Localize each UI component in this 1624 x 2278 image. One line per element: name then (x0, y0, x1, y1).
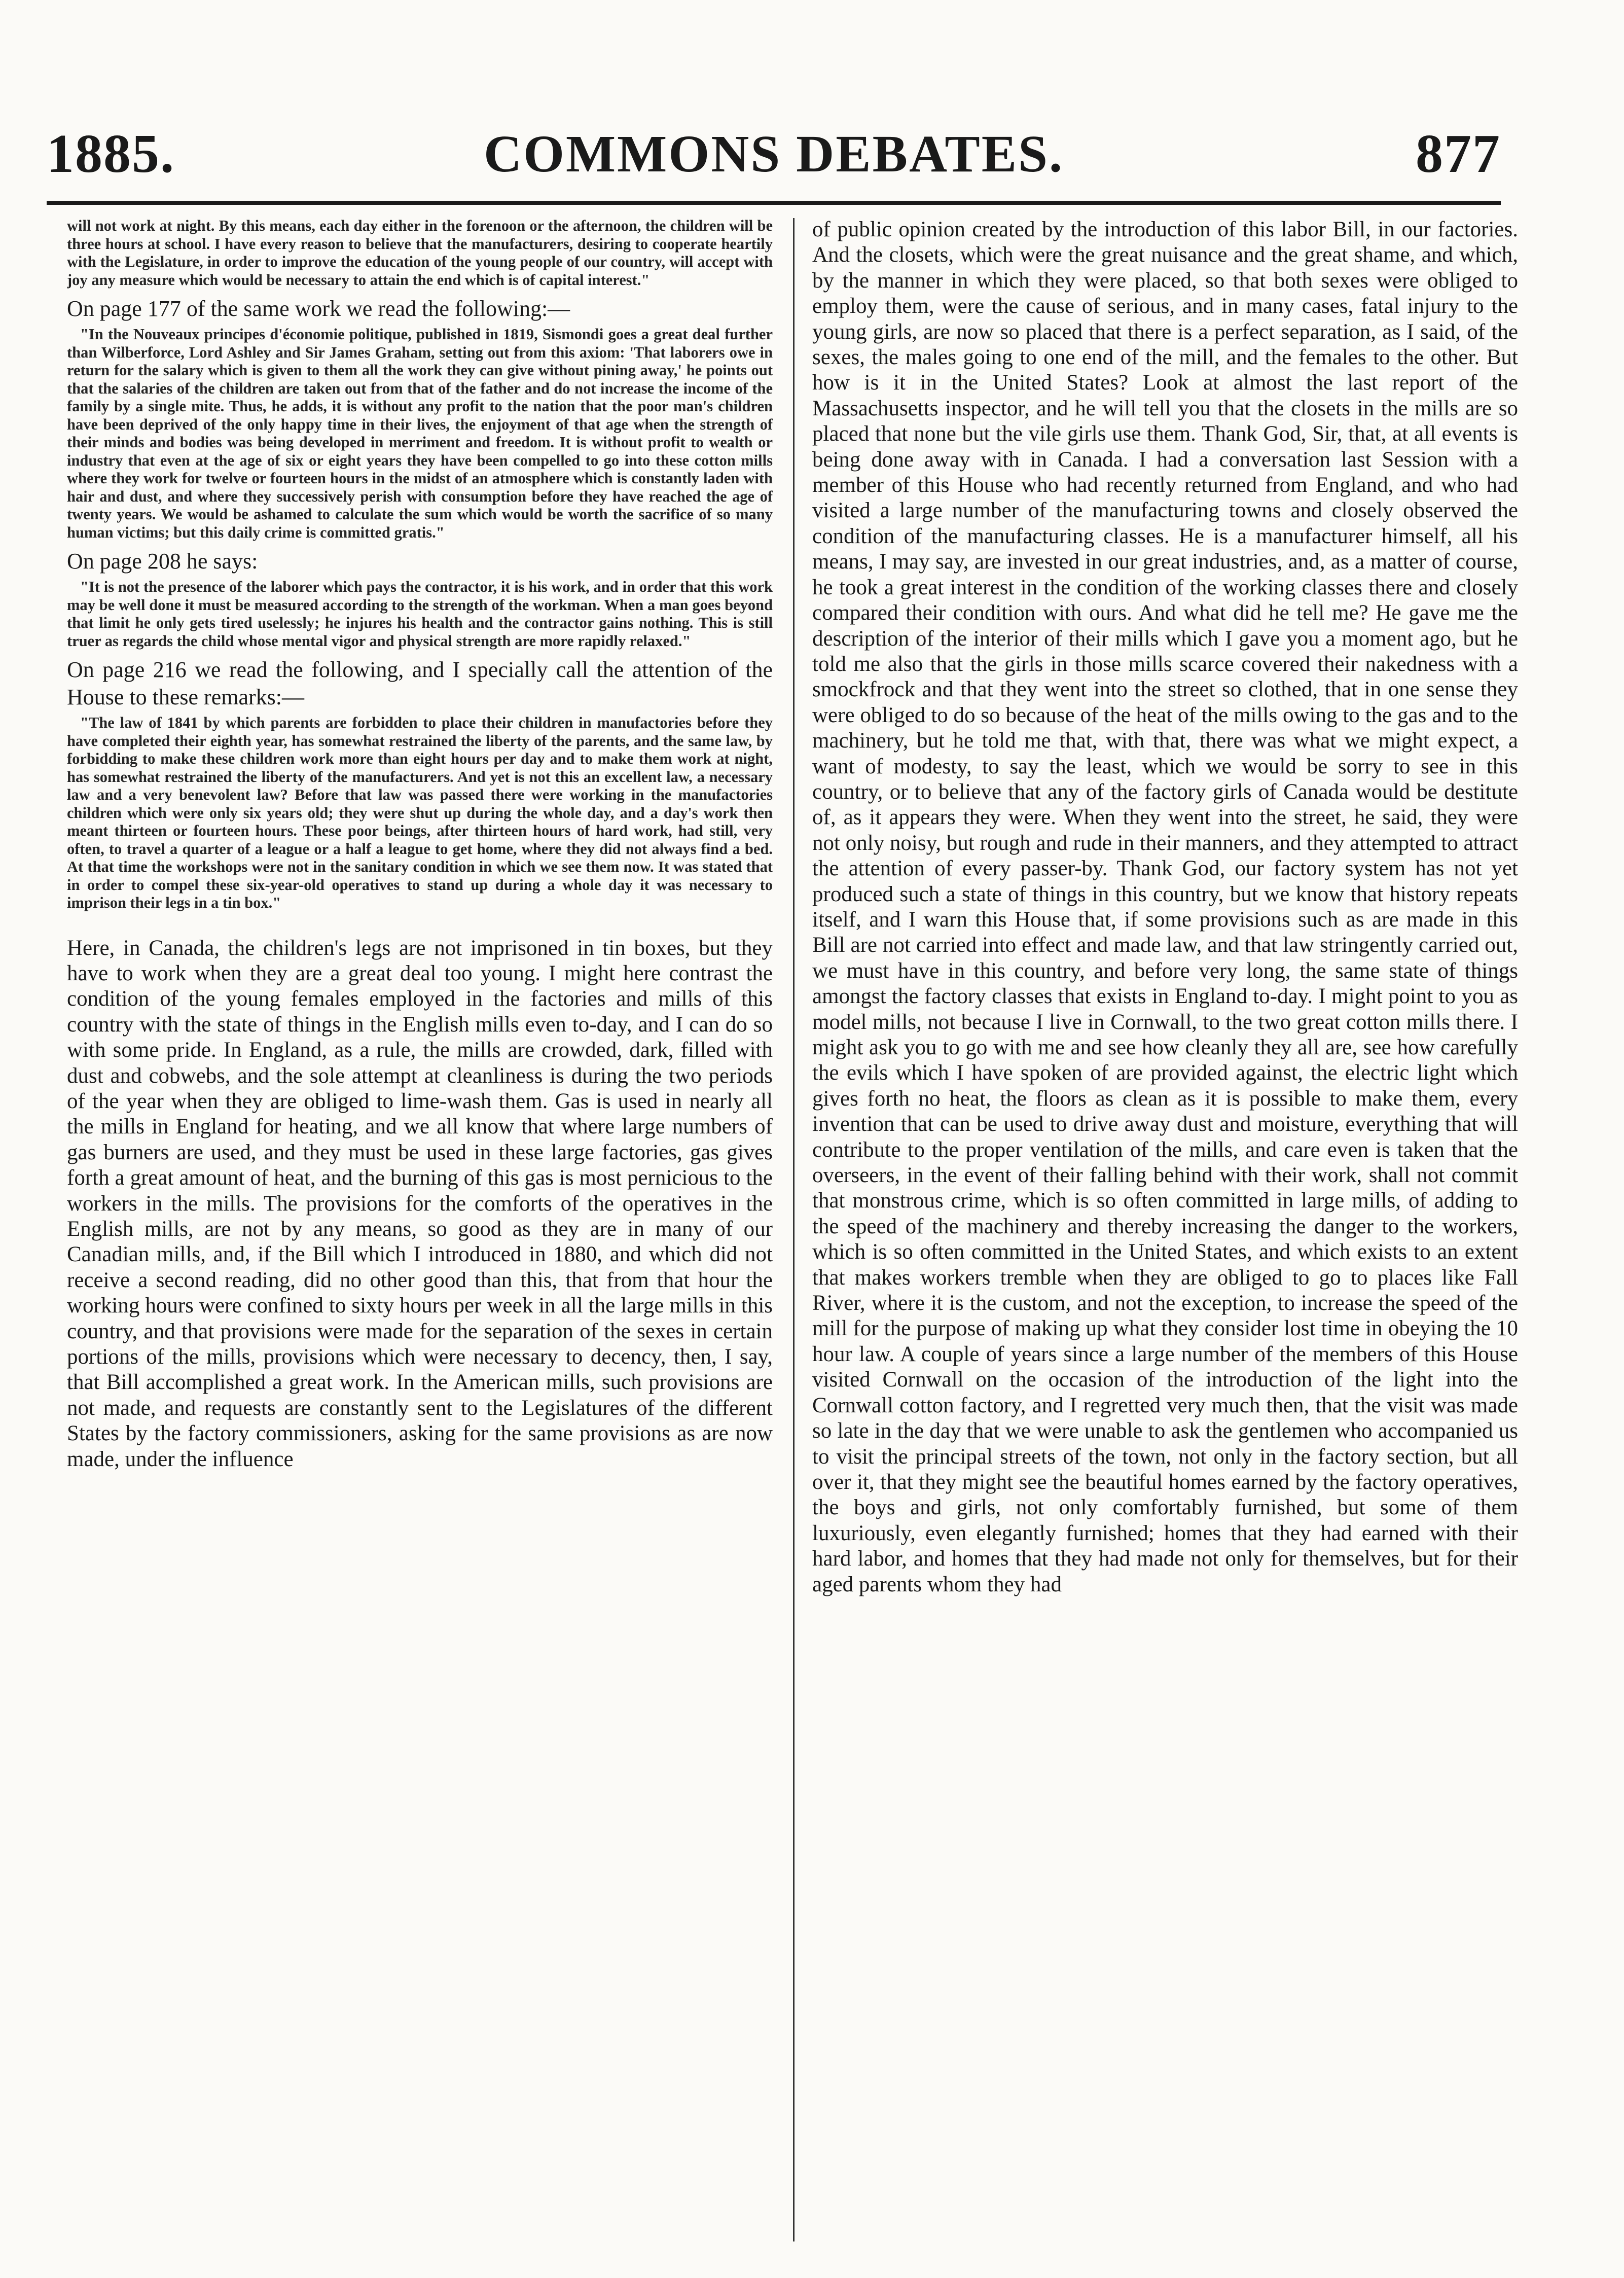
header-rule (47, 201, 1501, 205)
header-title: COMMONS DEBATES. (484, 125, 1064, 183)
intro-page-208: On page 208 he says: (67, 549, 258, 574)
quote-page-208: "It is not the presence of the laborer which pays the contractor, it is his work, and in order that this work may be well done it must be measured according to the strength of the workman. When a man goes beyond that limit he only gets tired uselessly; he injures his health and the contractor gains nothing. This is still truer as regards the child whose mental vigor and physical strength are more rapidly relaxed." (67, 578, 773, 650)
opening-quote-end: will not work at night. By this means, each day either in the forenoon or the afternoon, the children will be three hours at school. I have every reason to believe that the manufacturers, desiring to cooperate heartily with the Legislature, in order to improve the education of the young people of our country, will accept with joy any measure which would be necessary to attain the end which is of capital interest." (67, 217, 773, 289)
speech-paragraph-right: of public opinion created by the introduction of this labor Bill, in our factories. And the closets, which were the great nuisance and the great shame, and which, by the manner in which they were placed, so that both sexes were obliged to employ them, were the cause of serious, and in many cases, fatal injury to the young girls, are now so placed that there is a perfect separation, as I said, of the sexes, the males going to one end of the mill, and the females to the other. But how is it in the United States? Look at almost the last report of the Massachusetts inspector, and he will tell you that the closets in the mills are so placed that none but the vile girls use them. Thank God, Sir, that, at all events is being done away with in Canada. I had a conversation last Session with a member of this House who had recently returned from England, and who had visited a large number of the manufacturing towns and closely observed the condition of the manufacturing classes. He is a manufacturer himself, all his means, I may say, are invested in our great industries, and, as a matter of course, he took a great interest in the condition of the working classes there and closely compared their condition with ours. And what did he tell me? He gave me the description of the interior of their mills which I gave you a moment ago, but he told me also that the girls in those mills scarce covered their nakedness with a smockfrock and that they went into the street so clothed, that in one sense they were obliged to do so because of the heat of the mills owing to the gas and to the machinery, but he told me that, with that, there was what we might expect, a want of modesty, to say the least, which we would be sorry to see in this country, or to believe that any of the factory girls of Canada would be destitute of, as it appears they were. When they went into the street, he said, they were not only noisy, but rough and rude in their manners, and they attempted to attract the attention of every passer-by. Thank God, our factory system has not yet produced such a state of things in this country, but we know that history repeats itself, and I warn this House that, if some provisions such as are made in this Bill are not carried into effect and made law, and that law stringently carried out, we must have in this country, and before very long, the same state of things amongst the factory classes that exists in England to-day. I might point to you as model mills, not because I live in Cornwall, to the two great cotton mills there. I might ask you to go with me and see how cleanly they all are, see how carefully the evils which I have spoken of are provided against, the electric light which gives forth no heat, the floors as clean as it is possible to make them, every invention that can be used to drive away dust and moisture, everything that will contribute to the proper ventilation of the mills, and care even is taken that the overseers, in the event of their falling behind with their work, shall not commit that monstrous crime, which is so often committed in large mills, of adding to the speed of the machinery and thereby increasing the danger to the workers, which is so often committed in the United States, and which exists to an extent that makes workers tremble when they are obliged to go to places like Fall River, where it is the custom, and not the exception, to increase the speed of the mill for the purpose of making up what they consider lost time in obeying the 10 hour law. A couple of years since a large number of the members of this House visited Cornwall on the occasion of the introduction of the light into the Cornwall cotton factory, and I regretted very much then, that the visit was made so late in the day that we were unable to ask the gentlemen who accompanied us to visit the principal streets of the town, not only in the factory section, but all over it, that they might see the beautiful homes earned by the factory operatives, the boys and girls, not only comfortably furnished, but some of them luxuriously, even elegantly furnished; homes that they had earned with their hard labor, and homes that they had made not only for themselves, but for their aged parents whom they had (812, 218, 1518, 1596)
page-header (47, 119, 1501, 190)
quote-page-177: "In the Nouveaux principes d'économie politique, published in 1819, Sismondi goes a great deal further than Wilberforce, Lord Ashley and Sir James Graham, setting out from this axiom: 'That laborers owe in return for the salary which is given to them all the work they can give without pining away,' he points out that the salaries of the children are taken out from that of the father and do not increase the income of the family by a single mite. Thus, he adds, it is without any profit to the nation that the poor man's children have been deprived of the only happy time in their lives, the enjoyment of that age when the strength of their minds and bodies was being developed in merriment and freedom. It is without profit to wealth or industry that even at the age of six or eight years they have been compelled to go into these cotton mills where they work for twelve or fourteen hours in the midst of an atmosphere which is constantly laden with hair and dust, and where they successively perish with consumption before they have reached the age of twenty years. We would be ashamed to calculate the sum which would be worth the sacrifice of so many human victims; but this daily crime is committed gratis." (67, 326, 773, 541)
speech-paragraph-left: Here, in Canada, the children's legs are not imprisoned in tin boxes, but they have to work when they are a great deal too young. I might here contrast the condition of the young females employed in the factories and mills of this country with the state of things in the English mills even to-day, and I can do so with some pride. In England, as a rule, the mills are crowded, dark, filled with dust and cobwebs, and the sole attempt at cleanliness is during the two periods of the year when they are obliged to lime-wash them. Gas is used in nearly all the mills in England for heating, and we all know that where large numbers of gas burners are used, and they must be used in these large factories, gas gives forth a great amount of heat, and the burning of this gas is most pernicious to the workers in the mills. The provisions for the comforts of the operatives in the English mills, are not by any means, so good as they are in many of our Canadian mills, and, if the Bill which I introduced in 1880, and which did not receive a second reading, did no other good than this, that from that hour the working hours were confined to sixty hours per week in all the large mills in this country, and that provisions were made for the separation of the sexes in certain portions of the mills, provisions which were necessary to decency, then, I say, that Bill accomplished a great work. In the American mills, such provisions are not made, and requests are constantly sent to the Legislatures of the different States by the factory commissioners, asking for the same provisions as are now made, under the influence (67, 936, 773, 1471)
intro-page-177: On page 177 of the same work we read the following:— (67, 296, 570, 321)
left-column (67, 217, 773, 2251)
intro-page-216: On page 216 we read the following, and I specially call the attention of the House to these remarks:— (67, 657, 773, 709)
header-page-number: 877 (1416, 124, 1501, 184)
header-year: 1885. (47, 124, 175, 184)
column-divider (793, 218, 795, 2241)
right-column (812, 217, 1518, 2251)
quote-page-216: "The law of 1841 by which parents are forbidden to place their children in manufactories before they have completed their eighth year, has somewhat restrained the liberty of the parents, and the same law, by forbidding to make these children work more than eight hours per day and to make them work at night, has somewhat restrained the liberty of the manufacturers. And yet is not this an excellent law, a necessary law and a very benevolent law? Before that law was passed there were working in the manufactories children which were only six years old; they were shut up during the whole day, and a day's work then meant thirteen or fourteen hours. These poor beings, after thirteen hours of hard work, had still, very often, to travel a quarter of a league or a half a league to get home, where they did not always find a bed. At that time the workshops were not in the sanitary condition in which we see them now. It was stated that in order to compel these six-year-old operatives to stand up during a whole day it was necessary to imprison their legs in a tin box." (67, 714, 773, 911)
